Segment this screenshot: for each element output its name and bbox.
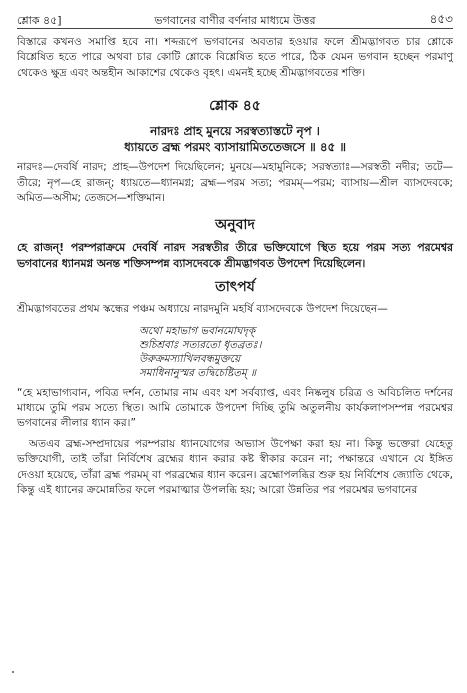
purport-intro: শ্রীমদ্ভাগবতের প্রথম স্কন্ধের পঞ্চম অধ্যায়ে নারদমুনি মহর্ষি ব্যাসদেবকে উপদেশ দিয়েছেন— bbox=[17, 303, 388, 316]
quote-line: অথো মহাভাগ ভবানমোঘদৃক্ bbox=[139, 324, 256, 337]
quote-line: সমাধিনানুস্মর তদ্বিচেষ্টিতম্ ॥ bbox=[139, 366, 256, 379]
book-page bbox=[17, 10, 453, 499]
quote-line: শুচিশ্রবাঃ সত্যরতো ধৃতব্রতঃ। bbox=[139, 338, 262, 351]
header-verse-ref: শ্লোক ৪৫] bbox=[17, 14, 62, 27]
running-header bbox=[17, 10, 453, 29]
sanskrit-verse bbox=[17, 123, 453, 155]
purport-heading: তাৎপর্য bbox=[215, 279, 255, 296]
closing-paragraph: অতএব ব্রহ্ম-সম্প্রদায়ের পরম্পরায় ধ্যানযোগের অভ্যাস উপেক্ষা করা হয় না। কিন্তু ভক্তেরা যেহেতু ভক্তিযোগী, তাই তাঁরা নির্বিশেষ ব্রহ্মের ধ্যান করার কষ্ট স্বীকার করেন না; পক্ষান্তরে এখানে যে ইঙ্গিত দেওয়া হয়েছে, তাঁরা ব্রহ্ম পরমম্ বা পরব্রহ্মের ধ্যান করেন। ব্রহ্মোপলব্ধির শুরু হয় নির্বিশেষ জ্যোতি থেকে, কিন্তু এই ধ্যানের ক্রমোন্নতির ফলে পরমাত্মার উপলব্ধি হয়; আরো উন্নতির পর পরমেশ্বর ভগবানের bbox=[17, 437, 453, 497]
quote-line: উরুক্রমস্যাখিলবন্ধমুক্তয়ে bbox=[139, 352, 241, 365]
quoted-verse bbox=[17, 324, 453, 380]
page-number: ৪৫৩ bbox=[429, 12, 453, 26]
verse-heading: শ্লোক ৪৫ bbox=[209, 98, 261, 115]
translation-heading: অনুবাদ bbox=[215, 217, 255, 234]
synonyms: নারদঃ—দেবর্ষি নারদ; প্রাহ—উপদেশ দিয়েছিলেন; মুনয়ে—মহামুনিকে; সরস্বত্যাঃ—সরস্বতী নদীর; তটে—তীরে; নৃপ—হে রাজন্; ধ্যায়তে—ধ্যানমগ্ন; ব্রহ্ম—পরম সত্য; পরমম্—পরম; ব্যাসায়—শ্রীল ব্যাসদেবকে; অমিত—অসীম; তেজসে—শক্তিমান। bbox=[17, 161, 453, 205]
translation: হে রাজন্! পরম্পরাক্রমে দেবর্ষি নারদ সরস্বতীর তীরে ভক্তিযোগে স্থিত হয়ে পরম সত্য পরমেশ্বর ভগবানের ধ্যানমগ্ন অনন্ত শক্তিসম্পন্ন ব্যাসদেবকে শ্রীমদ্ভাগবত উপদেশ দিয়েছিলেন। bbox=[17, 241, 453, 270]
quote-translation: “হে মহাভাগ্যবান, পবিত্র দর্শন, তোমার নাম এবং যশ সর্বব্যাপ্ত, এবং নিষ্কলুষ চরিত্র ও অবিচলিত দর্শনের মাধ্যমে তুমি পরম সত্যে স্থিত। আমি তোমাকে উপদেশ দিচ্ছি তুমি অতুলনীয় কার্যকলাপসম্পন্ন পরমেশ্বর ভগবানের লীলার ধ্যান কর।” bbox=[17, 386, 453, 430]
intro-paragraph: বিস্তারে কখনও সমাপ্তি হবে না। শব্দরূপে ভগবানের অবতার হওয়ার ফলে শ্রীমদ্ভাগবত চার শ্লোকে বিশ্লেষিত হতে পারে অথবা চার কোটি শ্লোকে বিশ্লেষিত হতে পারে, ঠিক যেমন ভগবান হচ্ছেন পরমাণু থেকেও ক্ষুদ্র এবং অন্তহীন আকাশের থেকেও বৃহৎ। এমনই হচ্ছে শ্রীমদ্ভাগবতের শক্তি। bbox=[17, 36, 453, 79]
header-chapter-title: ভগবানের বাণীর বর্ণনার মাধ্যমে উত্তর bbox=[154, 14, 316, 27]
verse-line-1: নারদঃ প্রাহ মুনয়ে সরস্বত্যাস্তটে নৃপ । bbox=[150, 124, 320, 139]
verse-line-2: ধ্যায়তে ব্রহ্ম পরমং ব্যাসায়ামিততেজসে ॥ ৪৫ ॥ bbox=[124, 140, 346, 155]
page-speck bbox=[12, 671, 14, 673]
